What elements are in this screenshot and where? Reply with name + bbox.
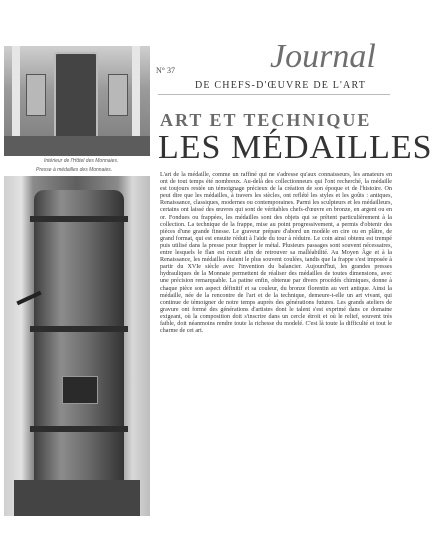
press-ring [30, 326, 128, 332]
machine-photo-caption: Presse à médailles des Monnaies. [36, 167, 113, 173]
section-title: ART ET TECHNIQUE [160, 110, 372, 130]
article-body [160, 172, 392, 544]
hall-floor [4, 136, 150, 156]
doorway-arch [54, 52, 98, 142]
medal-press-photo [4, 176, 150, 516]
header-rule [158, 94, 390, 95]
press-base [14, 480, 140, 516]
article-paragraph: L'art de la médaille, comme un raffiné qui ne s'adresse qu'aux connaisseurs, les amateurs en ont de tout temps été nombreux. Au-delà des collectionneurs qui l'ont recherché, la médaille est toujours restée un témoignage précieux de la création de son époque et de l'histoire. On peut dire que les médailles, à travers les siècles, ont reflété les styles et les goûts : antiques, Renaissance, classiques, modernes ou contemporaines. Parmi les sculpteurs et les médailleurs, certains ont laissé des œuvres qui sont de véritables chefs-d'œuvre en bronze, en argent ou en or. Fondues ou frappées, les médailles sont des objets qui se prêtent particulièrement à la collection. La technique de la frappe, mise au point progressivement, a permis d'obtenir des pièces d'une grande finesse. Le graveur prépare d'abord un modèle en cire ou en plâtre, de grand format, qui est ensuite réduit à l'aide du tour à réduire. Le coin ainsi obtenu est trempé puis utilisé dans la presse pour frapper le métal. Plusieurs passages sont souvent nécessaires, entre lesquels le flan est recuit afin de retrouver sa malléabilité. Au Moyen Âge et à la Renaissance, les médailles étaient le plus souvent coulées, tandis que la frappe s'est imposée à partir du XVIe siècle avec l'invention du balancier. Aujourd'hui, les grandes presses hydrauliques de la Monnaie permettent de réaliser des médailles de toutes dimensions, avec une précision remarquable. La patine enfin, obtenue par divers procédés chimiques, donne à chaque pièce son aspect définitif et sa couleur, du bronze florentin au vert antique. Ainsi la médaille, née de la rencontre de l'art et de la technique, demeure-t-elle un art vivant, qui continue de témoigner de notre temps auprès des générations futures. Les grands ateliers de gravure ont formé des générations d'artistes dont le talent s'est exprimé dans ce domaine exigeant, où la composition doit s'inscrire dans un cercle étroit et où le relief, souvent très faible, doit néanmoins rendre toute la richesse du modelé. C'est là toute la difficulté et tout le charme de cet art. [160, 172, 392, 335]
journal-subtitle: DE CHEFS-D'ŒUVRE DE L'ART [195, 80, 367, 91]
journal-title: Journal [270, 38, 376, 75]
press-ring [30, 216, 128, 222]
press-die [62, 376, 98, 404]
top-photo-caption: Intérieur de l'Hôtel des Monnaies. [44, 158, 119, 164]
press-ring [30, 426, 128, 432]
press-body [34, 190, 124, 490]
hall-photo [4, 46, 150, 156]
article-title: LES MÉDAILLES [158, 129, 433, 166]
wall-frame-right [108, 74, 128, 116]
wall-frame-left [26, 74, 46, 116]
issue-number: N° 37 [156, 66, 175, 75]
